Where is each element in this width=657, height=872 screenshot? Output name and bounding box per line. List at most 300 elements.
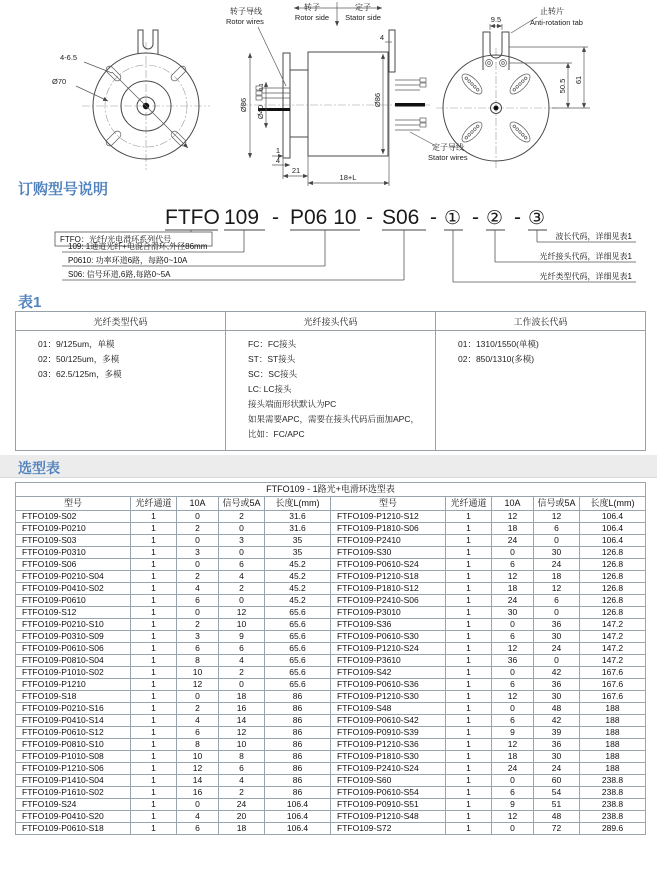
value-cell: 18: [492, 523, 534, 535]
value-cell: 31.6: [265, 523, 331, 535]
value-cell: 48: [534, 811, 580, 823]
table-row: [16, 667, 646, 679]
label-rotor-wires-cn: 转子导线: [230, 7, 262, 16]
value-cell: 4: [219, 571, 265, 583]
code-circle-2: ②: [486, 208, 504, 229]
value-cell: 0: [492, 547, 534, 559]
value-cell: 4: [177, 811, 219, 823]
code-line: 02：50/125um，多模: [38, 354, 120, 364]
model-cell: FTFO109-P1210-S36: [331, 739, 446, 751]
model-cell: FTFO109-P0610-S30: [331, 631, 446, 643]
value-cell: 86: [265, 715, 331, 727]
ordering-heading: 订购型号说明: [18, 181, 109, 198]
callout-ftfo: FTFO：光纤/光电滑环系列代号: [60, 235, 172, 244]
value-cell: 65.6: [265, 619, 331, 631]
model-cell: FTFO109-P0210-S16: [16, 703, 131, 715]
value-cell: 289.6: [580, 823, 646, 835]
value-cell: 24: [219, 799, 265, 811]
value-cell: 4: [177, 715, 219, 727]
value-cell: 238.8: [580, 787, 646, 799]
model-cell: FTFO109-P0810-S04: [16, 655, 131, 667]
model-cell: FTFO109-S72: [331, 823, 446, 835]
col-10a-left: 10A: [177, 497, 219, 511]
value-cell: 0: [177, 691, 219, 703]
value-cell: 126.8: [580, 595, 646, 607]
value-cell: 1: [446, 823, 492, 835]
value-cell: 126.8: [580, 583, 646, 595]
model-cell: FTFO109-P1410-S04: [16, 775, 131, 787]
value-cell: 12: [492, 511, 534, 523]
col-signal-left: 信号或5A: [219, 497, 265, 511]
label-stator-en: Stator side: [345, 13, 381, 22]
value-cell: 30: [534, 751, 580, 763]
value-cell: 1: [446, 619, 492, 631]
code-seg-109: 109: [224, 206, 260, 229]
value-cell: 2: [219, 667, 265, 679]
value-cell: 188: [580, 727, 646, 739]
value-cell: 30: [534, 547, 580, 559]
model-cell: FTFO109-P0610-S54: [331, 787, 446, 799]
code-circle-3: ③: [528, 208, 546, 229]
value-cell: 51: [534, 799, 580, 811]
col-signal-right: 信号或5A: [534, 497, 580, 511]
dim-section-18l: 18+L: [339, 173, 357, 182]
model-cell: FTFO109-P2410-S06: [331, 595, 446, 607]
value-cell: 1: [446, 775, 492, 787]
table-row: [16, 727, 646, 739]
value-cell: 0: [492, 619, 534, 631]
value-cell: 10: [177, 667, 219, 679]
value-cell: 9: [492, 799, 534, 811]
value-cell: 10: [219, 619, 265, 631]
value-cell: 12: [177, 763, 219, 775]
value-cell: 1: [131, 511, 177, 523]
value-cell: 147.2: [580, 655, 646, 667]
selection-table-body: [16, 511, 646, 835]
dim-section-d40-tol: -0.1: [259, 83, 265, 93]
value-cell: 35: [265, 535, 331, 547]
value-cell: 86: [265, 739, 331, 751]
value-cell: 24: [534, 559, 580, 571]
value-cell: 86: [265, 763, 331, 775]
value-cell: 0: [177, 607, 219, 619]
model-cell: FTFO109-P0610-S36: [331, 679, 446, 691]
value-cell: 36: [534, 619, 580, 631]
code-dash-1: -: [272, 206, 279, 229]
value-cell: 1: [446, 703, 492, 715]
model-cell: FTFO109-S12: [16, 607, 131, 619]
table-row: [16, 595, 646, 607]
code-dash-3: -: [430, 206, 437, 229]
value-cell: 65.6: [265, 631, 331, 643]
value-cell: 1: [131, 823, 177, 835]
value-cell: 36: [534, 739, 580, 751]
value-cell: 1: [131, 559, 177, 571]
model-cell: FTFO109-P1210-S30: [331, 691, 446, 703]
value-cell: 86: [265, 703, 331, 715]
value-cell: 30: [534, 631, 580, 643]
code-line: SC：SC接头: [248, 369, 298, 379]
value-cell: 48: [534, 703, 580, 715]
table-row: [16, 631, 646, 643]
connector-codes: [226, 331, 436, 451]
callout-fiber-type: 光纤类型代码，详细见表1: [539, 272, 632, 281]
value-cell: 60: [534, 775, 580, 787]
model-cell: FTFO109-S06: [16, 559, 131, 571]
value-cell: 6: [534, 595, 580, 607]
value-cell: 1: [446, 667, 492, 679]
dim-section-21: 21: [291, 166, 301, 175]
value-cell: 106.4: [580, 523, 646, 535]
col-length-left: 长度L(mm): [265, 497, 331, 511]
value-cell: 6: [177, 595, 219, 607]
code-seg-p0610: P06 10: [290, 206, 357, 229]
dim-section-d40: Ø40: [256, 104, 265, 120]
value-cell: 238.8: [580, 811, 646, 823]
table1-heading: 表1: [18, 294, 42, 311]
value-cell: 86: [265, 691, 331, 703]
model-cell: FTFO109-S36: [331, 619, 446, 631]
value-cell: 188: [580, 715, 646, 727]
code-line: 01：9/125um，单模: [38, 339, 115, 349]
value-cell: 12: [219, 727, 265, 739]
table1-body-row: [16, 331, 646, 451]
table1-col-wavelength: 工作波长代码: [436, 312, 646, 331]
code-line: ST：ST接头: [248, 354, 296, 364]
value-cell: 12: [534, 583, 580, 595]
value-cell: 1: [446, 547, 492, 559]
model-cell: FTFO109-S03: [16, 535, 131, 547]
model-cell: FTFO109-P1210-S06: [16, 763, 131, 775]
value-cell: 39: [534, 727, 580, 739]
value-cell: 65.6: [265, 667, 331, 679]
table-row: [16, 799, 646, 811]
value-cell: 86: [265, 727, 331, 739]
code-line: 02：850/1310(多模): [458, 354, 535, 364]
model-cell: FTFO109-P1210: [16, 679, 131, 691]
value-cell: 31.6: [265, 511, 331, 523]
value-cell: 188: [580, 703, 646, 715]
col-model-right: 型号: [331, 497, 446, 511]
value-cell: 1: [446, 715, 492, 727]
code-line: 如果需要APC，需要在接头代码后面加APC，: [248, 414, 419, 424]
dim-section-4a: 4: [275, 156, 281, 165]
value-cell: 6: [177, 727, 219, 739]
value-cell: 8: [177, 655, 219, 667]
model-cell: FTFO109-P0210-S10: [16, 619, 131, 631]
model-cell: FTFO109-P1010-S08: [16, 751, 131, 763]
callout-connector: 光纤接头代码，详细见表1: [539, 252, 632, 261]
value-cell: 1: [131, 751, 177, 763]
model-cell: FTFO109-S24: [16, 799, 131, 811]
table-row: [16, 607, 646, 619]
value-cell: 1: [446, 643, 492, 655]
value-cell: 1: [446, 811, 492, 823]
value-cell: 106.4: [265, 799, 331, 811]
value-cell: 18: [492, 751, 534, 763]
selection-heading: 选型表: [18, 460, 60, 476]
col-length-right: 长度L(mm): [580, 497, 646, 511]
value-cell: 24: [492, 763, 534, 775]
model-cell: FTFO109-S30: [331, 547, 446, 559]
dim-rear-95: 9.5: [490, 15, 502, 24]
value-cell: 72: [534, 823, 580, 835]
table-row: [16, 703, 646, 715]
value-cell: 1: [446, 655, 492, 667]
value-cell: 45.2: [265, 571, 331, 583]
value-cell: 147.2: [580, 631, 646, 643]
value-cell: 65.6: [265, 655, 331, 667]
value-cell: 126.8: [580, 607, 646, 619]
value-cell: 2: [177, 571, 219, 583]
value-cell: 12: [492, 811, 534, 823]
value-cell: 6: [534, 523, 580, 535]
code-line: 01：1310/1550(单模): [458, 339, 539, 349]
wavelength-codes: [436, 331, 646, 451]
value-cell: 36: [534, 679, 580, 691]
value-cell: 238.8: [580, 799, 646, 811]
model-cell: FTFO109-P3010: [331, 607, 446, 619]
dim-section-d86b: Ø86: [373, 92, 382, 108]
value-cell: 86: [265, 787, 331, 799]
model-cell: FTFO109-P0610: [16, 595, 131, 607]
value-cell: 1: [446, 727, 492, 739]
value-cell: 12: [492, 739, 534, 751]
model-cell: FTFO109-P1810-S06: [331, 523, 446, 535]
value-cell: 0: [219, 523, 265, 535]
model-cell: FTFO109-P0610-S42: [331, 715, 446, 727]
table-row: [16, 775, 646, 787]
value-cell: 1: [131, 727, 177, 739]
ordering-code-diagram: [0, 196, 657, 292]
value-cell: 6: [177, 823, 219, 835]
value-cell: 0: [219, 679, 265, 691]
value-cell: 65.6: [265, 679, 331, 691]
model-cell: FTFO109-S02: [16, 511, 131, 523]
value-cell: 6: [219, 643, 265, 655]
value-cell: 1: [446, 511, 492, 523]
value-cell: 9: [492, 727, 534, 739]
col-fiber-right: 光纤通道: [446, 497, 492, 511]
code-line: LC: LC接头: [248, 384, 292, 394]
value-cell: 167.6: [580, 667, 646, 679]
value-cell: 16: [177, 787, 219, 799]
value-cell: 6: [492, 631, 534, 643]
dim-section-4: 4: [379, 33, 384, 42]
code-line: 比如：FC/APC: [248, 429, 305, 439]
label-stator-wires-en: Stator wires: [428, 153, 468, 162]
value-cell: 1: [131, 775, 177, 787]
value-cell: 1: [131, 715, 177, 727]
value-cell: 6: [492, 787, 534, 799]
value-cell: 4: [219, 655, 265, 667]
value-cell: 2: [177, 703, 219, 715]
section-view-drawing: [226, 2, 468, 186]
dim-rear-61: 61: [574, 75, 583, 85]
value-cell: 2: [177, 523, 219, 535]
label-rotor-en: Rotor side: [294, 13, 330, 22]
selection-table: [15, 482, 646, 835]
callout-p0610: P0610: 功率环道6路，每路0~10A: [68, 256, 188, 265]
value-cell: 6: [492, 715, 534, 727]
code-line: 接头端面形状默认为PC: [248, 399, 337, 409]
value-cell: 0: [177, 799, 219, 811]
table1-header-row: [16, 312, 646, 331]
col-fiber-left: 光纤通道: [131, 497, 177, 511]
value-cell: 1: [131, 667, 177, 679]
value-cell: 9: [219, 631, 265, 643]
value-cell: 18: [219, 823, 265, 835]
value-cell: 126.8: [580, 571, 646, 583]
value-cell: 6: [177, 643, 219, 655]
value-cell: 0: [492, 703, 534, 715]
value-cell: 12: [534, 511, 580, 523]
callout-wavelength: 波长代码，详细见表1: [555, 232, 632, 241]
value-cell: 106.4: [580, 511, 646, 523]
value-cell: 167.6: [580, 679, 646, 691]
dim-section-d86: Ø86: [239, 97, 248, 113]
model-cell: FTFO109-S18: [16, 691, 131, 703]
value-cell: 1: [446, 583, 492, 595]
value-cell: 1: [131, 595, 177, 607]
value-cell: 0: [219, 595, 265, 607]
model-cell: FTFO109-S42: [331, 667, 446, 679]
value-cell: 10: [177, 751, 219, 763]
table-row: [16, 691, 646, 703]
model-cell: FTFO109-P0210: [16, 523, 131, 535]
selection-table-title: FTFO109 - 1路光+电滑环选型表: [16, 483, 646, 497]
value-cell: 0: [492, 775, 534, 787]
value-cell: 1: [131, 547, 177, 559]
value-cell: 1: [131, 523, 177, 535]
value-cell: 12: [492, 643, 534, 655]
value-cell: 42: [534, 715, 580, 727]
model-cell: FTFO109-P2410-S24: [331, 763, 446, 775]
code-circle-1: ①: [444, 208, 462, 229]
table1: [15, 311, 646, 451]
value-cell: 0: [177, 511, 219, 523]
value-cell: 0: [177, 535, 219, 547]
table-row: [16, 619, 646, 631]
value-cell: 106.4: [265, 823, 331, 835]
model-cell: FTFO109-P0310: [16, 547, 131, 559]
value-cell: 24: [492, 535, 534, 547]
code-line: FC：FC接头: [248, 339, 297, 349]
value-cell: 2: [219, 787, 265, 799]
value-cell: 1: [446, 691, 492, 703]
model-cell: FTFO109-P0610-S24: [331, 559, 446, 571]
value-cell: 1: [131, 583, 177, 595]
value-cell: 54: [534, 787, 580, 799]
model-cell: FTFO109-P3610: [331, 655, 446, 667]
code-line: 03：62.5/125m，多模: [38, 369, 122, 379]
model-cell: FTFO109-P0410-S20: [16, 811, 131, 823]
table-row: [16, 739, 646, 751]
value-cell: 3: [177, 547, 219, 559]
table-row: [16, 583, 646, 595]
fiber-type-codes: [16, 331, 226, 451]
value-cell: 167.6: [580, 691, 646, 703]
label-rotor-cn: 转子: [304, 3, 320, 12]
model-cell: FTFO109-P0410-S02: [16, 583, 131, 595]
model-cell: FTFO109-P0310-S09: [16, 631, 131, 643]
value-cell: 238.8: [580, 775, 646, 787]
technical-drawings: [0, 0, 657, 196]
col-10a-right: 10A: [492, 497, 534, 511]
value-cell: 65.6: [265, 643, 331, 655]
value-cell: 0: [492, 823, 534, 835]
front-view-drawing: [52, 30, 210, 170]
value-cell: 0: [219, 547, 265, 559]
value-cell: 188: [580, 751, 646, 763]
model-cell: FTFO109-P1810-S12: [331, 583, 446, 595]
label-stator-cn: 定子: [355, 3, 371, 12]
dim-rear-505: 50.5: [558, 78, 567, 94]
value-cell: 45.2: [265, 583, 331, 595]
value-cell: 188: [580, 763, 646, 775]
dim-section-1: 1: [275, 146, 281, 155]
model-cell: FTFO109-P1210-S24: [331, 643, 446, 655]
value-cell: 12: [177, 679, 219, 691]
value-cell: 8: [219, 751, 265, 763]
value-cell: 0: [534, 535, 580, 547]
value-cell: 1: [131, 607, 177, 619]
value-cell: 1: [446, 607, 492, 619]
value-cell: 1: [131, 631, 177, 643]
value-cell: 12: [492, 571, 534, 583]
value-cell: 86: [265, 751, 331, 763]
value-cell: 18: [492, 583, 534, 595]
value-cell: 30: [492, 607, 534, 619]
value-cell: 24: [534, 643, 580, 655]
table-row: [16, 715, 646, 727]
value-cell: 14: [177, 775, 219, 787]
value-cell: 86: [265, 775, 331, 787]
model-cell: FTFO109-P2410: [331, 535, 446, 547]
value-cell: 35: [265, 547, 331, 559]
model-cell: FTFO109-P0610-S12: [16, 727, 131, 739]
value-cell: 4: [177, 583, 219, 595]
table-row: [16, 787, 646, 799]
value-cell: 65.6: [265, 607, 331, 619]
value-cell: 16: [219, 703, 265, 715]
model-cell: FTFO109-P1610-S02: [16, 787, 131, 799]
value-cell: 188: [580, 739, 646, 751]
table-row: [16, 559, 646, 571]
model-cell: FTFO109-P0610-S06: [16, 643, 131, 655]
value-cell: 10: [219, 739, 265, 751]
model-cell: FTFO109-S48: [331, 703, 446, 715]
label-anti-rotation-en: Anti-rotation tab: [530, 18, 583, 27]
value-cell: 1: [131, 739, 177, 751]
table-row: [16, 679, 646, 691]
dim-front-holes: 4-6.5: [60, 53, 78, 62]
value-cell: 6: [492, 559, 534, 571]
model-cell: FTFO109-P0210-S04: [16, 571, 131, 583]
col-model-left: 型号: [16, 497, 131, 511]
value-cell: 2: [219, 583, 265, 595]
value-cell: 3: [219, 535, 265, 547]
value-cell: 0: [534, 607, 580, 619]
value-cell: 4: [219, 775, 265, 787]
value-cell: 147.2: [580, 619, 646, 631]
dim-front-bolt-circle: Ø70: [52, 77, 67, 86]
value-cell: 1: [131, 655, 177, 667]
value-cell: 1: [131, 571, 177, 583]
table-row: [16, 823, 646, 835]
table1-col-connector: 光纤接头代码: [226, 312, 436, 331]
value-cell: 18: [219, 691, 265, 703]
